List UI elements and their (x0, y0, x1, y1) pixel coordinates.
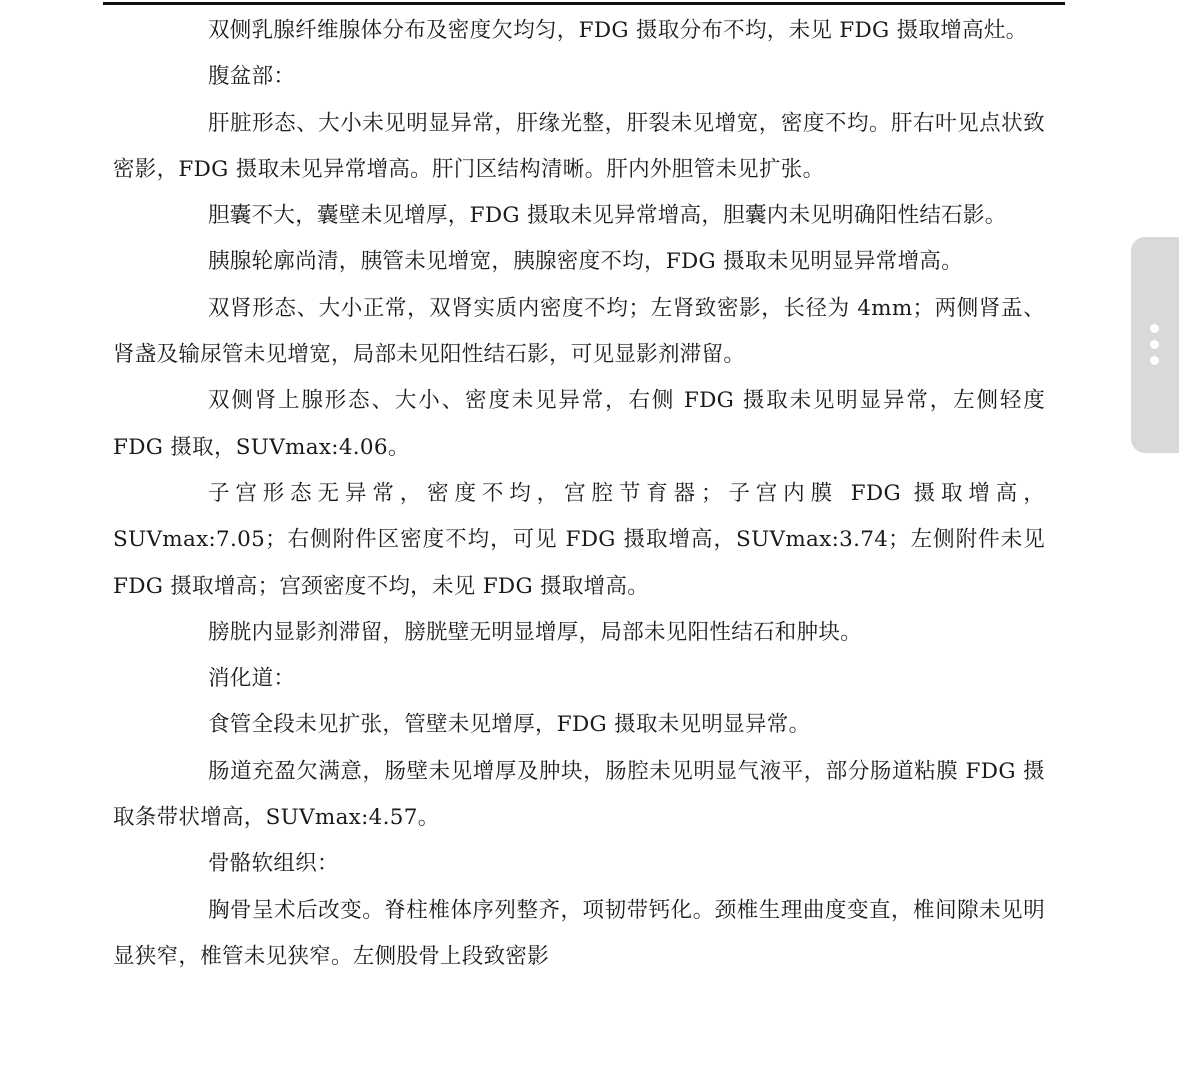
scroll-handle[interactable] (1131, 237, 1179, 453)
paragraph-pancreas: 胰腺轮廓尚清，胰管未见增宽，胰腺密度不均，FDG 摄取未见明显异常增高。 (208, 249, 963, 275)
paragraph-bone: 胸骨呈术后改变。脊柱椎体序列整齐，项韧带钙化。颈椎生理曲度变直，椎间隙未见明显狭窄，椎管未见狭窄。左侧股骨上段致密影 (113, 897, 1045, 969)
paragraph-adrenal: 双侧肾上腺形态、大小、密度未见异常，右侧 FDG 摄取未见明显异常，左侧轻度 FDG 摄取，SUVmax:4.06。 (113, 388, 1045, 460)
section-heading-bone-soft-tissue: 骨骼软组织： (208, 851, 339, 877)
paragraph-breast: 双侧乳腺纤维腺体分布及密度欠均匀，FDG 摄取分布不均，未见 FDG 摄取增高灶。 (208, 18, 1028, 43)
page-top-border (103, 2, 1065, 5)
paragraph-bladder: 膀胱内显影剂滞留，膀胱壁无明显增厚，局部未见阳性结石和肿块。 (208, 619, 863, 645)
paragraph-uterus: 子宫形态无异常，密度不均，宫腔节育器；子宫内膜 FDG 摄取增高，SUVmax:7.05；右侧附件区密度不均，可见 FDG 摄取增高，SUVmax:3.74；左侧附件未见 FDG 摄取增高；宫颈密度不均，未见 FDG 摄取增高。 (113, 480, 1045, 599)
paragraph-esophagus: 食管全段未见扩张，管壁未见增厚，FDG 摄取未见明显异常。 (208, 712, 811, 738)
paragraph-intestine: 肠道充盈欠满意，肠壁未见增厚及肿块，肠腔未见明显气液平，部分肠道粘膜 FDG 摄取条带状增高，SUVmax:4.57。 (113, 758, 1045, 831)
paragraph-liver: 肝脏形态、大小未见明显异常，肝缘光整，肝裂未见增宽，密度不均。肝右叶见点状致密影，FDG 摄取未见异常增高。肝门区结构清晰。肝内外胆管未见扩张。 (113, 110, 1045, 182)
more-vertical-icon-dot (1150, 340, 1159, 349)
section-heading-abdomen-pelvis: 腹盆部： (208, 64, 296, 90)
more-vertical-icon (1150, 324, 1159, 333)
paragraph-kidneys: 双肾形态、大小正常，双肾实质内密度不均；左肾致密影，长径为 4mm；两侧肾盂、肾盏及输尿管未见增宽，局部未见阳性结石影，可见显影剂滞留。 (113, 295, 1045, 368)
more-vertical-icon-dot (1150, 356, 1159, 365)
section-heading-digestive: 消化道： (208, 666, 296, 692)
paragraph-gallbladder: 胆囊不大，囊壁未见增厚，FDG 摄取未见异常增高，胆囊内未见明确阳性结石影。 (208, 203, 1007, 229)
report-body (113, 8, 1045, 980)
